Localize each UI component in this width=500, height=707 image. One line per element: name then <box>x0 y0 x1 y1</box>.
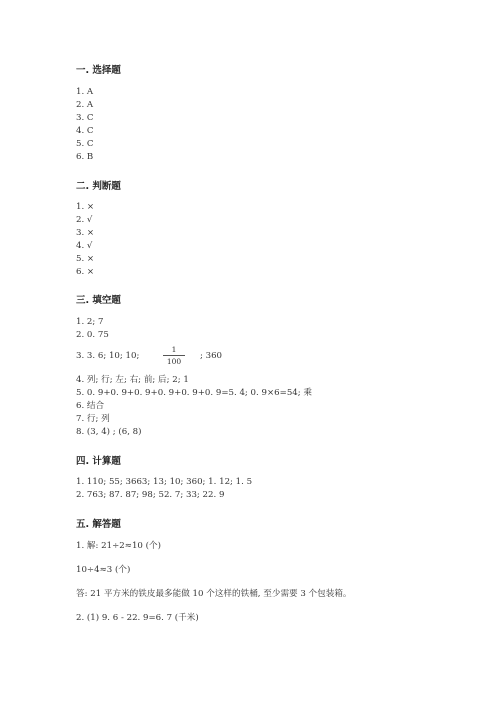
answer-line: 4. 列; 行; 左; 右; 前; 后; 2; 1 <box>76 375 189 385</box>
answer-line: 2. √ <box>76 215 93 225</box>
fraction-denominator: 100 <box>166 357 182 366</box>
section-heading-solve: 五. 解答题 <box>76 519 121 530</box>
answer-line: 2. 763; 87. 87; 98; 52. 7; 33; 22. 9 <box>76 490 225 500</box>
answer-line: 3. C <box>76 113 94 123</box>
fraction-numerator: 1 <box>171 345 177 354</box>
answer-line: 5. × <box>76 254 95 264</box>
answer-line: 6. B <box>76 152 94 162</box>
answer-line: 8. (3, 4) ; (6, 8) <box>76 427 142 437</box>
answer-line: 1. 110; 55; 3663; 13; 10; 360; 1. 12; 1. 5 <box>76 477 253 487</box>
fraction-bar <box>163 355 185 356</box>
section-heading-fill: 三. 填空题 <box>76 295 121 306</box>
answer-line: 4. C <box>76 126 94 136</box>
answer-line: 2. A <box>76 100 94 110</box>
answer-line: 3. 3. 6; 10; 10; <box>76 351 140 361</box>
answer-line: 2. 0. 75 <box>76 330 109 340</box>
answer-line: 6. × <box>76 267 95 277</box>
answer-line: 5. C <box>76 139 94 149</box>
answer-line: 10÷4≈3 (个) <box>76 565 131 575</box>
answer-line: 1. × <box>76 202 95 212</box>
answer-line: 5. 0. 9+0. 9+0. 9+0. 9+0. 9+0. 9=5. 4; 0. 9×6=54; 乘 <box>76 388 312 398</box>
answer-line: 1. 2; 7 <box>76 317 104 327</box>
answer-line: 3. × <box>76 228 95 238</box>
answer-line: 答: 21 平方米的铁皮最多能做 10 个这样的铁桶, 至少需要 3 个包装箱。 <box>76 589 352 599</box>
section-heading-calc: 四. 计算题 <box>76 456 121 467</box>
answer-line: 1. A <box>76 87 94 97</box>
answer-line: 7. 行; 列 <box>76 414 110 424</box>
answer-line: 6. 结合 <box>76 401 105 411</box>
answer-line: 4. √ <box>76 241 93 251</box>
answer-line-tail: ; 360 <box>200 351 223 361</box>
section-heading-choice: 一. 选择题 <box>76 65 121 76</box>
answer-line: 1. 解: 21÷2≈10 (个) <box>76 541 161 551</box>
answer-line: 2. (1) 9. 6 - 22. 9=6. 7 (千米) <box>76 613 199 623</box>
section-heading-judge: 二. 判断题 <box>76 181 121 192</box>
